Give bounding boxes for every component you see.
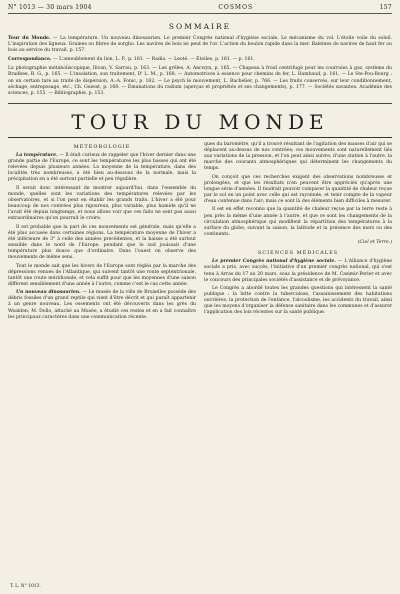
sommaire-title: SOMMAIRE [168,22,232,31]
journal-name: COSMOS [218,4,254,11]
sommaire-entry-text: — La température. Un nouveau dinosaurien. Le premier Congrès national d'hygiène sociale. Le mécanisme du vol. L'étoile voile du soleil. L'inspiration des ligneux. Graines ou fibres de sorgho. Les navires de bois ne peut de l'or. L'action du boulon rapide dans la mer. Baleines de navires de haut fer ou bois au service du travail, p. 157. [8,36,393,54]
paragraph-text: — Le musée de la ville de Bruxelles possède des débris fossiles d'un grand reptile qui vient d'être décrit et qui paraît appartenir à un genre nouveau. Les ossements ont été découverts dans les grès du Wealden; M. Dollo, attaché au Musée, a étudié ces restes et en a fait connaître les principaux caractères dans une communication récente. [8,290,196,320]
sommaire-entry-label: Tour du Monde. [8,36,51,41]
issue-number: N° 1013 — 30 mars 1904 [8,4,92,11]
paragraph-lead: Un nouveau dinosaurien. [16,290,81,296]
paragraph [204,259,392,284]
footnote: T. L. N° 1013. [10,584,41,589]
right-column [204,142,392,323]
paragraph [8,153,196,184]
divider [8,103,392,104]
paragraph-lead: La température. [16,152,58,158]
paragraph-text: — L'Alliance d'hygiène sociale a pris, avec succès, l'initiative d'un premier congrès national, qui s'est tenu à Arras du 17 au 20 mars, sous la présidence de M. Casimir-Perier et avec le concours des principales sociétés d'assistance et de prévoyance. [204,259,392,283]
subsection-heading: SCIENCES MÉDICALES [257,250,339,257]
two-column-body [8,142,392,323]
paragraph: Le Congrès a abordé toutes les grandes questions qui intéressent la santé publique : la lutte contre la tuberculose, l'assainissement des habitations ouvrières, la protection de l'enfance, l'alcoolisme, les accidents du travail, ainsi que les moyens d'organiser la défense sanitaire dans les communes et d'assurer l'application des lois récentes sur la santé publique. [204,285,392,316]
sommaire-entry-label: Correspondance. [8,57,52,63]
sommaire-entry-correspondance [8,57,392,63]
running-header [8,4,392,14]
paragraph: Il serait donc intéressant de montrer aujourd'hui, dans l'ensemble du monde, quelles sont les variations des températures relevées par les observatoires, et si l'on peut en établir les grands traits. L'hiver a été pour beaucoup de nos contrées plus rigoureux, plus variable, plus humide qu'il ne l'avait été depuis longtemps, et nous allons voir que ces faits ne sont pas aussi extraordinaires qu'on pourrait le croire. [8,185,196,222]
paragraph [8,290,196,321]
sommaire-entry-tour [8,36,392,54]
paragraph: ques du baromètre, qu'il a trouvé résultant de l'agitation des masses d'air qui se déplacent au-dessus de nos contrées; ces mouvements sont naturellement liés aux variations de la pression, et l'on peut ainsi suivre, d'une station à l'autre, la marche des courants atmosphériques qui déterminent les changements du temps. [204,141,392,172]
sommaire-entry-text: La photographie métaboliscopique, Ilivan, V. Sarrau, p. 163. — Les grêles, A. Ancwyn, p. 165. — Chapeau à froid centrifugé pour les courroies à gaz, système du Bradbee, B. G., p. 165. — L'insolation, son traitement, D' L. M., p. 168. — Automotrices à essence pour chemins de fer, L. Rambaud, p. 161. — Le Ste-Pou-Bourg : on un certain tare au traité de dispersion, A.-A. Fonic, p. 162. — Le psych le mouvement, L. Bachelier, p. 766. — Les fruits conservés, sur leur conditionnement, séchage, entreposage, etc., Ch. Guesst, p. 168. — Émanations du radium (aperçus et propriétés et ses changements), p. 177. — Sociétés savantes. Académie des sciences, p. 155. — Bibliographie, p. 153. [8,66,392,96]
subsection-heading: MÉTÉOROLOGIE [73,143,131,150]
left-column [8,142,196,323]
sommaire-entry-articles [8,66,392,96]
paragraph: Tout le monde sait que les hivers de l'Europe sont réglés par la marche des dépressions venues de l'Atlantique, qui suivent tantôt une route septentrionale, tantôt une route méridionale, et cela suffit pour que les moyennes d'une saison diffèrent sensiblement d'une année à l'autre, comme c'est le cas cette année. [8,263,196,287]
sommaire-entry-text: — L'ameublement du lion, L. P., p. 161. — Radia. — Leoté. — Étoiles, p. 161. — p. 161. [53,57,255,63]
paragraph: Il est probable que la part de ces mouvements est générale, mais qu'elle a été plus accusée dans certaines régions. La température moyenne de l'hiver a été inférieure de 3° à celle des années précédentes, et la baisse a été surtout sensible dans le nord de l'Europe, pendant que le sud jouissait d'une température plus douce que d'ordinaire. Dans l'ouest on observe des mouvements de même sens. [8,224,196,261]
divider [8,137,392,138]
source-signature: (Ciel et Terre.) [357,240,392,246]
page-number: 157 [379,4,392,11]
section-title: TOUR DU MONDE [71,109,329,134]
paragraph: Il est en effet reconnu que la quantité de chaleur reçue par la terre reste à peu près la même d'une année à l'autre, et que ce sont les changements de la circulation atmosphérique qui modifient la répartition des températures à la surface du globe, suivant la saison, la latitude et la présence des mers ou des continents. [204,207,392,238]
paragraph-lead: Le premier Congrès national d'hygiène sociale. [212,259,336,265]
paragraph-text: — Il était curieux de rappeler que l'hiver dernier dans une grande partie de l'Europe, ce sont les températures les plus basses qui ont été relevées depuis plusieurs années. La moyenne de la température, dans des localités très nombreuses, a été bien au-dessous de la normale, mais la précipitation en a été surtout partielle et peu régulière. [8,152,196,183]
paragraph: On conçoit que ces recherches exigent des observations nombreuses et prolongées, et que les résultats n'en peuvent être appréciés qu'après une longue série d'années. Il faudrait pouvoir comparer la quantité de chaleur reçue par le sol en un point avec celle qui est rayonnée, et tenir compte de la vapeur d'eau contenue dans l'air; mais ce sont là des éléments bien difficiles à mesurer. [204,174,392,205]
